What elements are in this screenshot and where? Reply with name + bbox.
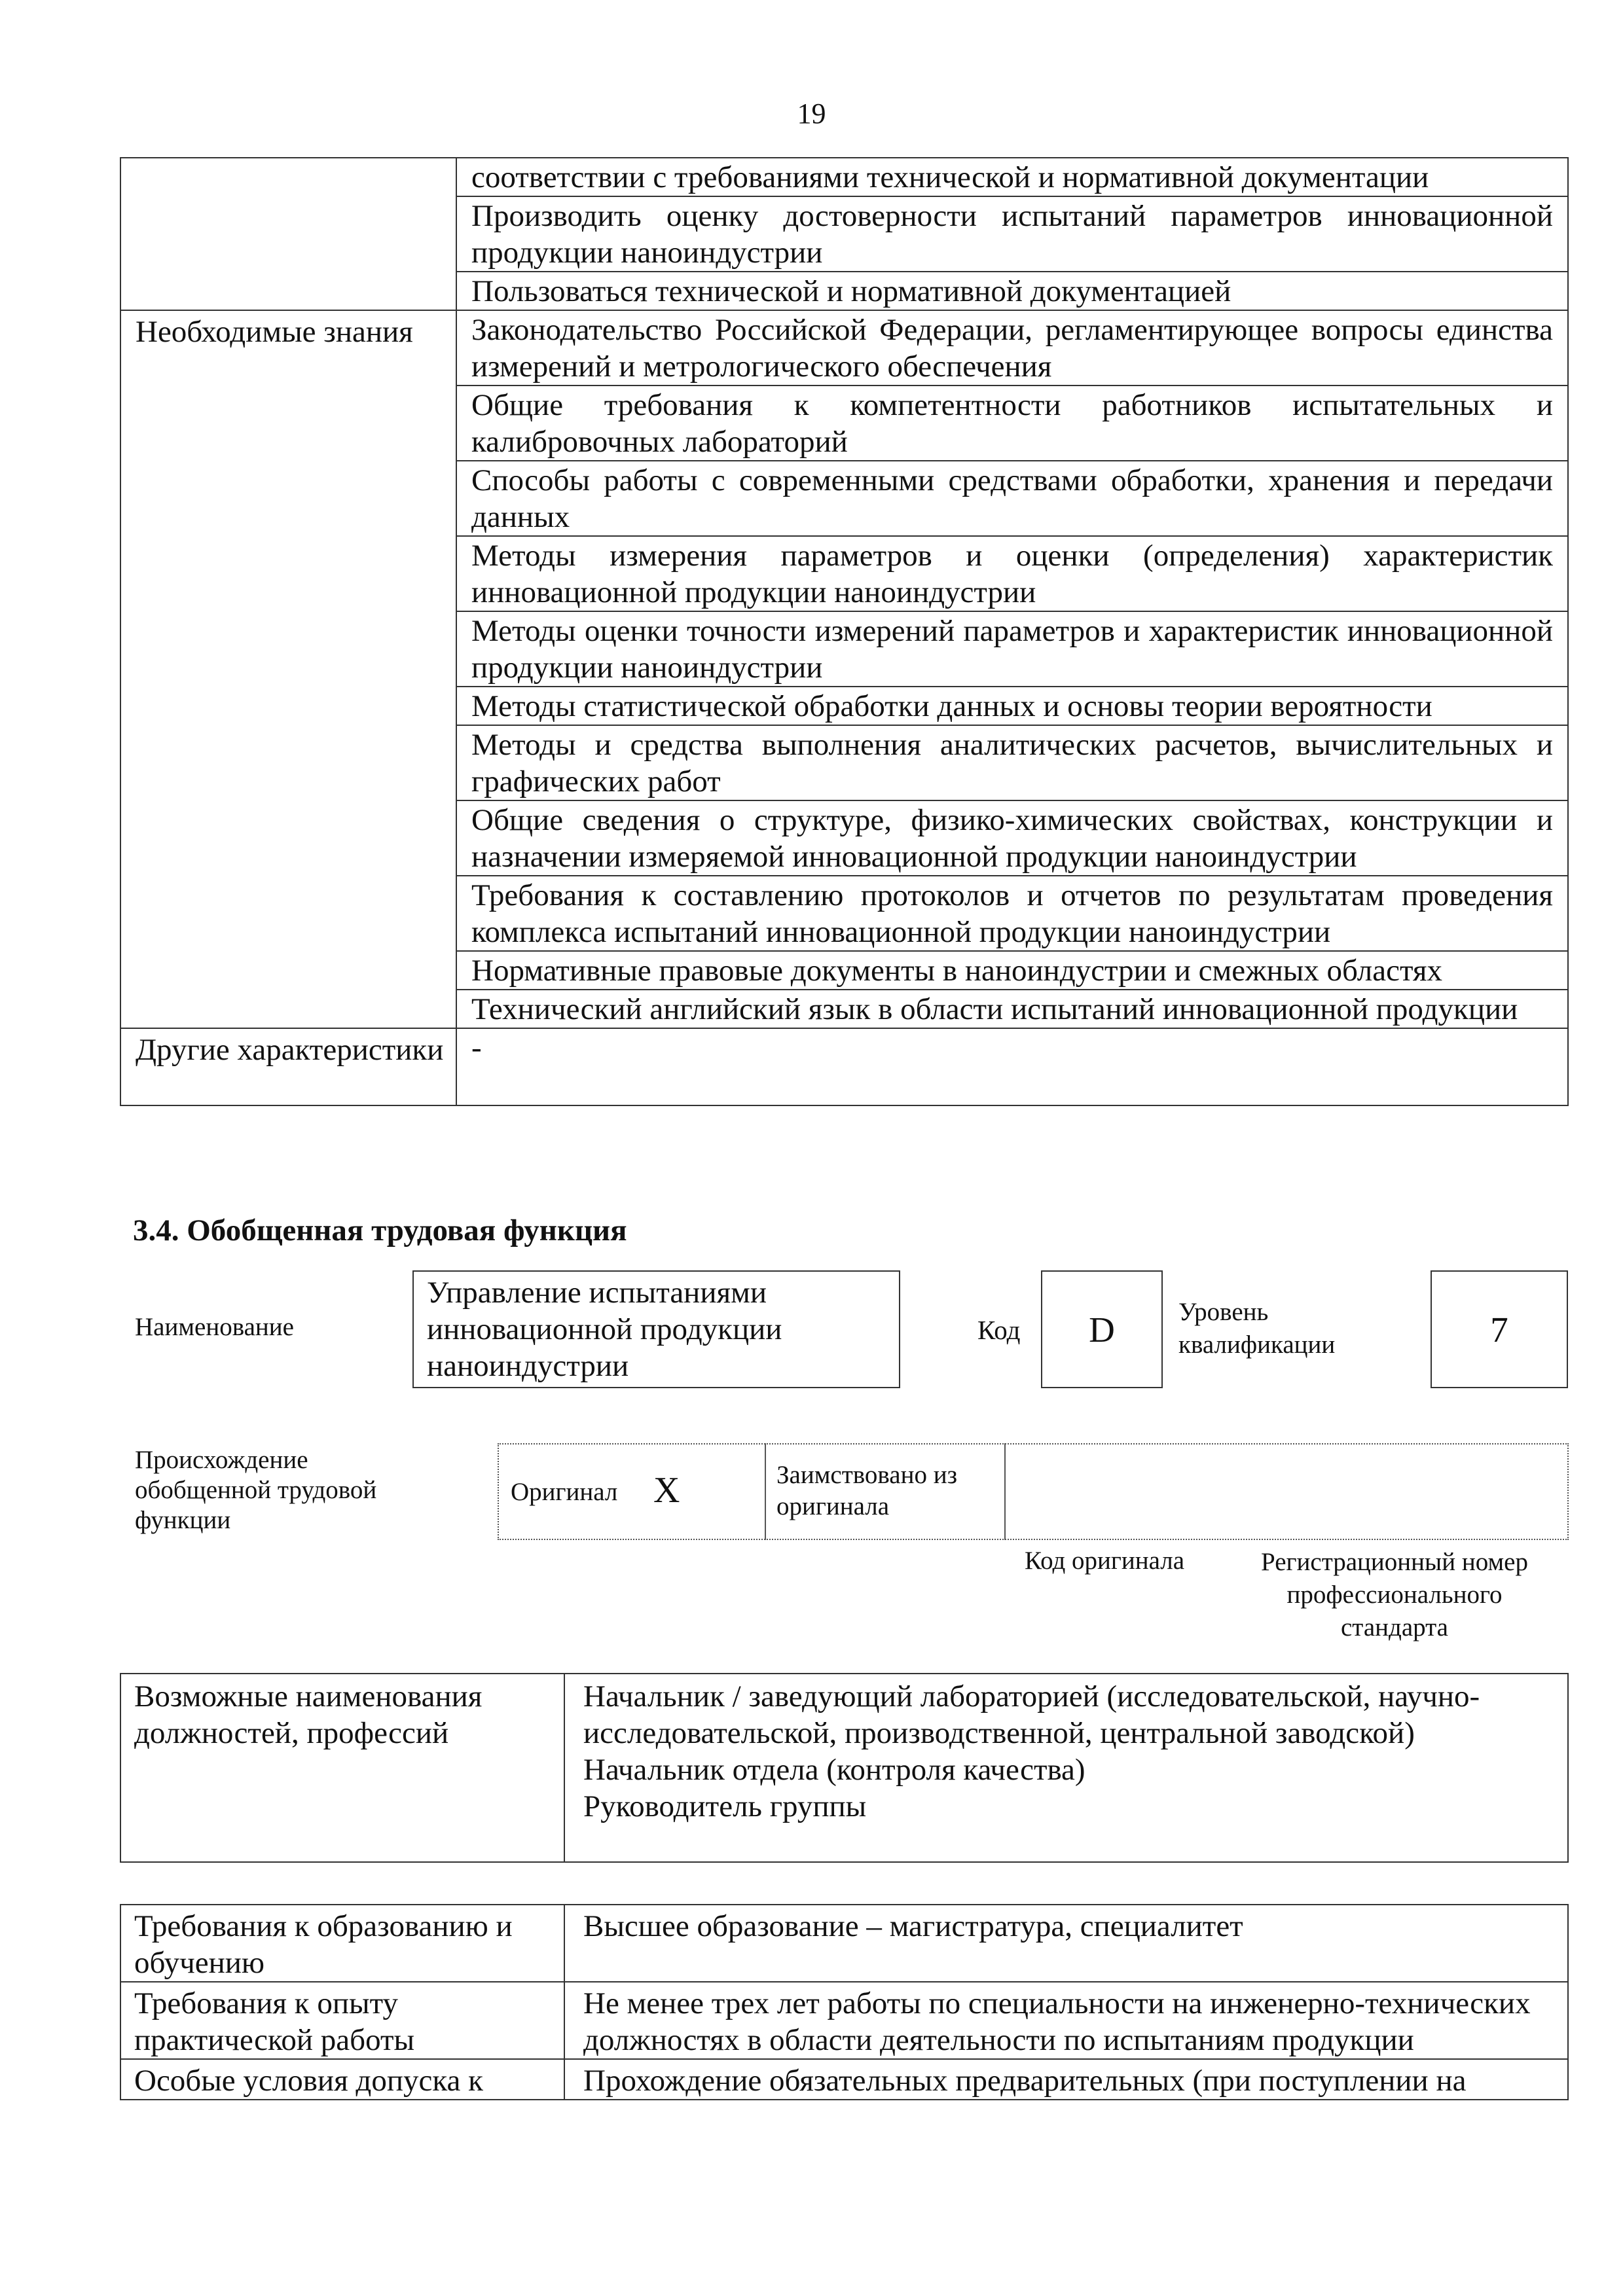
page-number: 19 <box>797 98 826 130</box>
original-label: Оригинал <box>511 1478 618 1506</box>
level-label: Уровень квалификации <box>1178 1298 1336 1359</box>
table-row <box>120 310 1568 386</box>
code-label: Код <box>977 1315 1021 1345</box>
table-row <box>120 158 1568 196</box>
skill-cell: соответствии с требованиями технической и нормативной документации <box>456 158 1568 196</box>
reg-number-label: Регистрационный номер профессионального стандарта <box>1261 1548 1528 1641</box>
other-value: - <box>456 1028 1568 1105</box>
other-label: Другие характеристики <box>120 1028 456 1105</box>
requirement-value: Прохождение обязательных предварительных (при поступлении на <box>564 2059 1568 2100</box>
knowledge-cell: Нормативные правовые документы в наноиндустрии и смежных областях <box>456 951 1568 990</box>
knowledge-cell: Методы измерения параметров и оценки (определения) характеристик инновационной продукции наноиндустрии <box>456 536 1568 611</box>
name-label: Наименование <box>135 1313 294 1341</box>
requirement-value: Не менее трех лет работы по специальности на инженерно-технических должностях в области деятельности по испытаниям продукции <box>564 1982 1568 2059</box>
knowledge-cell: Методы оценки точности измерений параметров и характеристик инновационной продукции наноиндустрии <box>456 611 1568 687</box>
job-title: Руководитель группы <box>583 1789 867 1823</box>
knowledge-cell: Общие требования к компетентности работников испытательных и калибровочных лабораторий <box>456 386 1568 461</box>
knowledge-cell: Требования к составлению протоколов и отчетов по результатам проведения комплекса испытаний инновационной продукции наноиндустрии <box>456 876 1568 951</box>
table-row <box>120 1674 1568 1862</box>
knowledge-cell: Способы работы с современными средствами обработки, хранения и передачи данных <box>456 461 1568 536</box>
table-row <box>120 2059 1568 2100</box>
requirement-value: Высшее образование – магистратура, специалитет <box>564 1905 1568 1982</box>
knowledge-label: Необходимые знания <box>120 310 456 1028</box>
job-title: Начальник отдела (контроля качества) <box>583 1753 1085 1787</box>
table-row <box>120 1982 1568 2059</box>
origin-label: Происхождение обобщенной трудовой функции <box>135 1446 377 1534</box>
section-heading: 3.4. Обобщенная трудовая функция <box>133 1213 627 1247</box>
knowledge-cell: Методы и средства выполнения аналитических расчетов, вычислительных и графических работ <box>456 725 1568 800</box>
borrowed-label: Заимствовано из оригинала <box>776 1461 958 1520</box>
knowledge-cell: Технический английский язык в области испытаний инновационной продукции <box>456 990 1568 1028</box>
requirement-label: Требования к образованию и обучению <box>120 1905 564 1982</box>
table-row <box>120 1905 1568 1982</box>
level-box: 7 <box>1431 1270 1568 1388</box>
code-original-label: Код оригинала <box>1025 1547 1185 1575</box>
job-titles-label: Возможные наименования должностей, профессий <box>120 1674 564 1862</box>
job-title: Начальник / заведующий лабораторией (исследовательской, научно-исследовательской, производственной, центральной заводской) <box>583 1679 1480 1750</box>
requirement-label: Требования к опыту практической работы <box>120 1982 564 2059</box>
skill-cell: Пользоваться технической и нормативной документацией <box>456 272 1568 310</box>
knowledge-cell: Общие сведения о структуре, физико-химических свойствах, конструкции и назначении измеряемой инновационной продукции наноиндустрии <box>456 800 1568 876</box>
knowledge-cell: Законодательство Российской Федерации, регламентирующее вопросы единства измерений и метрологического обеспечения <box>456 310 1568 386</box>
job-titles-values <box>564 1674 1568 1862</box>
requirement-label: Особые условия допуска к <box>120 2059 564 2100</box>
table-row <box>120 1028 1568 1105</box>
knowledge-cell: Методы статистической обработки данных и основы теории вероятности <box>456 687 1568 725</box>
function-name-box: Управление испытаниями инновационной продукции наноиндустрии <box>412 1270 900 1388</box>
skill-cell: Производить оценку достоверности испытаний параметров инновационной продукции наноиндустрии <box>456 196 1568 272</box>
requirements-table <box>120 1904 1569 2100</box>
skills-knowledge-table <box>120 157 1569 1106</box>
empty-label-cell <box>120 158 456 310</box>
original-mark: X <box>653 1470 680 1511</box>
code-box: D <box>1041 1270 1163 1388</box>
job-titles-table <box>120 1673 1569 1863</box>
